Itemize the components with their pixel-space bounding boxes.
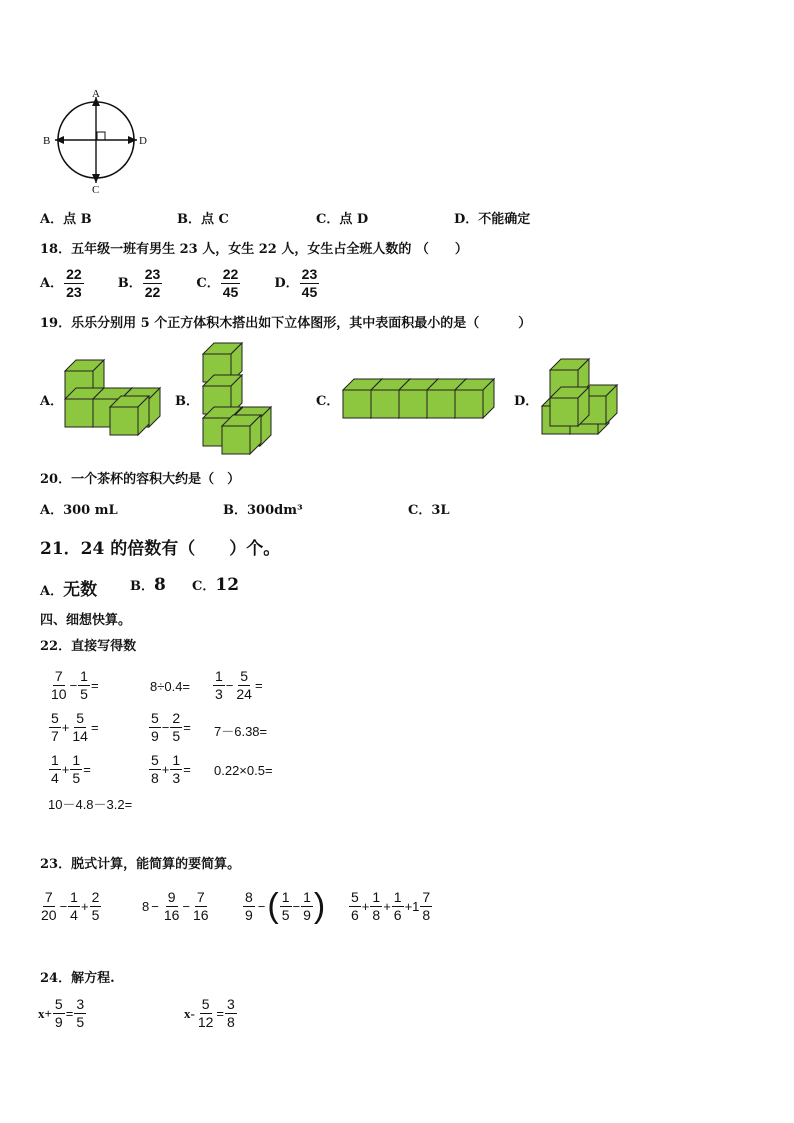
q19-label-b[interactable]: B． — [175, 394, 199, 409]
q17-option-a[interactable]: A．点 B — [40, 212, 92, 227]
q23-calc-2: 8 − $\frac{9}{16}$ − $\frac{7}{16}$ — [142, 889, 209, 923]
cube-a-5 — [110, 396, 149, 435]
q22-expr-5: $\frac{5}{9}$ − $\frac{2}{5}$ = — [151, 710, 191, 744]
q19-label-d[interactable]: D． — [514, 394, 539, 409]
q18-options — [40, 266, 320, 301]
q20-option-c[interactable]: C．3L — [408, 503, 450, 518]
q20-text: 20．一个茶杯的容积大约是（ ） — [40, 472, 241, 487]
q22-expr-1: $\frac{7}{10}$ − $\frac{1}{5}$ = — [51, 668, 99, 702]
q23-calc-3: $\frac{8}{9}$ − ( $\frac{1}{5}$ − $\frac{1}{9}$ ) — [245, 887, 326, 925]
q18-text: 18．五年级一班有男生 23 人，女生 22 人，女生占全班人数的 （ ） — [40, 242, 468, 257]
compass-figure — [38, 86, 158, 196]
q21-option-b[interactable]: B．8 — [130, 575, 166, 595]
q19-label-a[interactable]: A． — [40, 394, 64, 409]
q18-option-c[interactable]: C． $\frac{22}{45}$ — [196, 266, 239, 300]
q23-calc-1: $\frac{7}{20}$ − $\frac{1}{4}$ + $\frac{2}{5}$ — [41, 889, 100, 923]
cube-figures — [0, 335, 794, 455]
q23-calc-4: $\frac{5}{6}$ + $\frac{1}{8}$ + $\frac{1}{6}$ +1 $\frac{7}{8}$ — [351, 889, 431, 923]
section-4-heading: 四、细想快算。 — [40, 613, 132, 628]
q21-option-c[interactable]: C．12 — [192, 575, 240, 595]
cube-b-5 — [222, 415, 261, 454]
q22-expr-3: $\frac{1}{3}$ − $\frac{5}{24}$ = — [215, 668, 263, 702]
compass-label-d: D — [139, 135, 147, 147]
q23-text: 23．脱式计算，能简算的要简算。 — [40, 857, 241, 872]
q22-expr-2: 8÷0.4= — [150, 679, 191, 694]
q18-option-d[interactable]: D． $\frac{23}{45}$ — [274, 266, 318, 300]
q17-option-c[interactable]: C．点 D — [316, 212, 369, 227]
q17-option-b[interactable]: B．点 C — [177, 212, 229, 227]
q24-equation-1: x+ $\frac{5}{9}$ = $\frac{3}{5}$ — [38, 996, 85, 1030]
q20-option-a[interactable]: A．300 mL — [40, 503, 118, 518]
q22-expr-7: $\frac{1}{4}$ + $\frac{1}{5}$ = — [51, 752, 91, 786]
q18-option-a[interactable]: A． $\frac{22}{23}$ — [40, 266, 82, 300]
cube-c-5 — [455, 379, 494, 418]
q22-expr-10: 10－4.8－3.2= — [48, 797, 133, 812]
q22-expr-6: 7－6.38= — [214, 724, 268, 739]
q17-option-d[interactable]: D．不能确定 — [454, 212, 531, 227]
q24-text: 24．解方程. — [40, 971, 115, 986]
q21-text: 21．24 的倍数有（ ）个。 — [40, 539, 281, 559]
compass-label-b: B — [43, 135, 51, 147]
q18-option-b[interactable]: B． $\frac{23}{22}$ — [117, 266, 161, 300]
cube-d-5 — [550, 387, 589, 426]
q20-option-b[interactable]: B．300dm³ — [223, 503, 303, 518]
q22-expr-4: $\frac{5}{7}$ + $\frac{5}{14}$ = — [51, 710, 99, 744]
q22-expr-9: 0.22×0.5= — [214, 763, 273, 778]
q19-text: 19．乐乐分别用 5 个正方体积木搭出如下立体图形，其中表面积最小的是（ ） — [40, 316, 532, 331]
q21-option-a[interactable]: A．无数 — [40, 580, 98, 600]
q24-equation-2: x- $\frac{5}{12}$ = $\frac{3}{8}$ — [184, 996, 235, 1030]
compass-label-c: C — [92, 184, 100, 196]
q22-text: 22．直接写得数 — [40, 639, 137, 654]
q19-label-c[interactable]: C． — [316, 394, 340, 409]
q22-expr-8: $\frac{5}{8}$ + $\frac{1}{3}$ = — [151, 752, 191, 786]
compass-label-a: A — [92, 88, 100, 100]
